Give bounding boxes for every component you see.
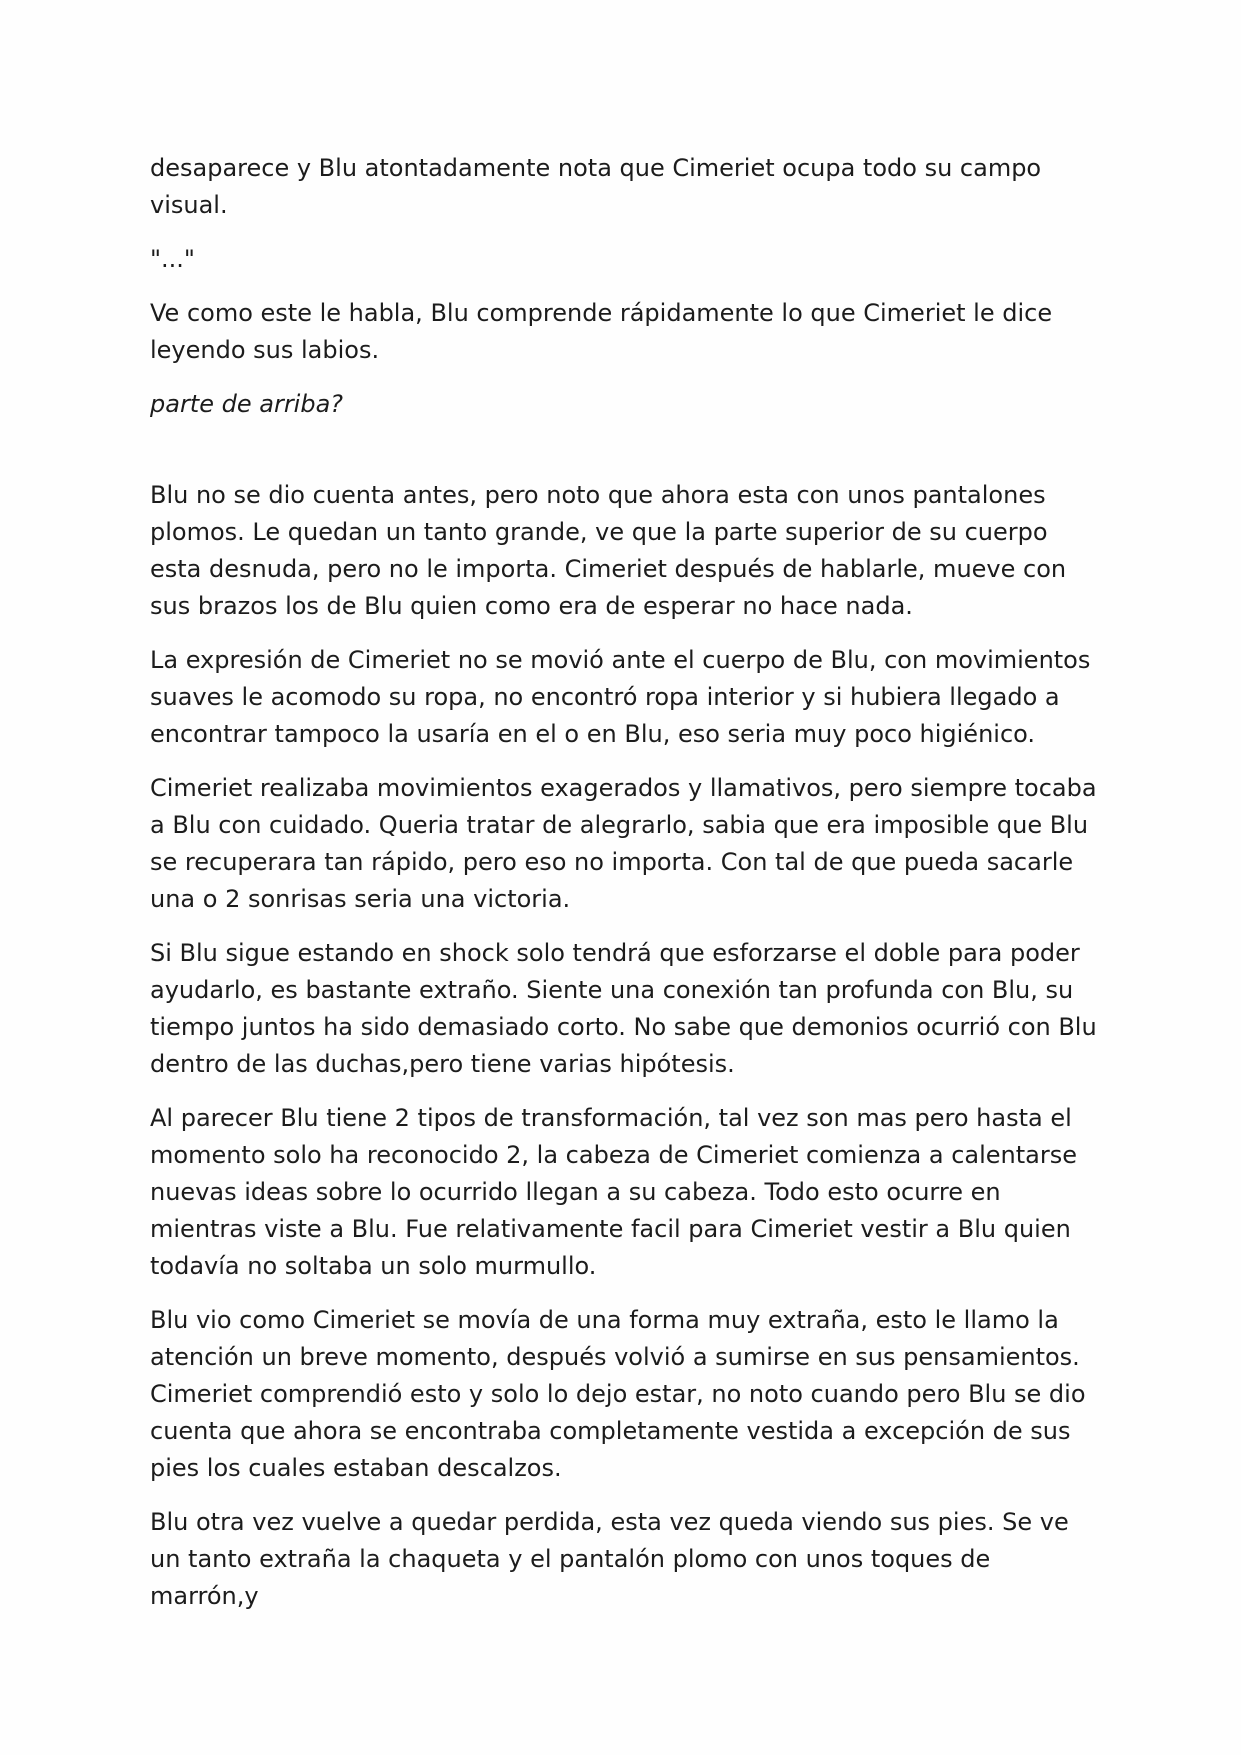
paragraph: Ve como este le habla, Blu comprende rápidamente lo que Cimeriet le dice leyendo sus labios. [150, 299, 1053, 364]
paragraph: Si Blu sigue estando en shock solo tendrá que esforzarse el doble para poder ayudarlo, es bastante extraño. Siente una conexión tan profunda con Blu, su tiempo juntos ha sido demasiado corto. No sabe que demonios ocurrió con Blu dentro de las duchas,pero tiene varias hipótesis. [150, 939, 1097, 1078]
paragraph: Blu otra vez vuelve a quedar perdida, esta vez queda viendo sus pies. Se ve un tanto extraña la chaqueta y el pantalón plomo con unos toques de marrón,y [150, 1508, 1069, 1610]
italic-paragraph: parte de arriba? [150, 390, 344, 418]
paragraph: La expresión de Cimeriet no se movió ante el cuerpo de Blu, con movimientos suaves le acomodo su ropa, no encontró ropa interior y si hubiera llegado a encontrar tampoco la usaría en el o en Blu, eso seria muy poco higiénico. [150, 646, 1091, 748]
document-body [150, 150, 1100, 1632]
paragraph: Al parecer Blu tiene 2 tipos de transformación, tal vez son mas pero hasta el momento solo ha reconocido 2, la cabeza de Cimeriet comienza a calentarse nuevas ideas sobre lo ocurrido llegan a su cabeza. Todo esto ocurre en mientras viste a Blu. Fue relativamente facil para Cimeriet vestir a Blu quien todavía no soltaba un solo murmullo. [150, 1104, 1078, 1280]
paragraph: Cimeriet realizaba movimientos exagerados y llamativos, pero siempre tocaba a Blu con cuidado. Queria tratar de alegrarlo, sabia que era imposible que Blu se recuperara tan rápido, pero eso no importa. Con tal de que pueda sacarle una o 2 sonrisas seria una victoria. [150, 774, 1097, 913]
paragraph: Blu vio como Cimeriet se movía de una forma muy extraña, esto le llamo la atención un breve momento, después volvió a sumirse en sus pensamientos. Cimeriet comprendió esto y solo lo dejo estar, no noto cuando pero Blu se dio cuenta que ahora se encontraba completamente vestida a excepción de sus pies los cuales estaban descalzos. [150, 1306, 1086, 1482]
paragraph: "..." [150, 245, 195, 273]
paragraph: Blu no se dio cuenta antes, pero noto que ahora esta con unos pantalones plomos. Le quedan un tanto grande, ve que la parte superior de su cuerpo esta desnuda, pero no le importa. Cimeriet después de hablarle, mueve con sus brazos los de Blu quien como era de esperar no hace nada. [150, 481, 1067, 620]
paragraph: desaparece y Blu atontadamente nota que Cimeriet ocupa todo su campo visual. [150, 154, 1042, 219]
